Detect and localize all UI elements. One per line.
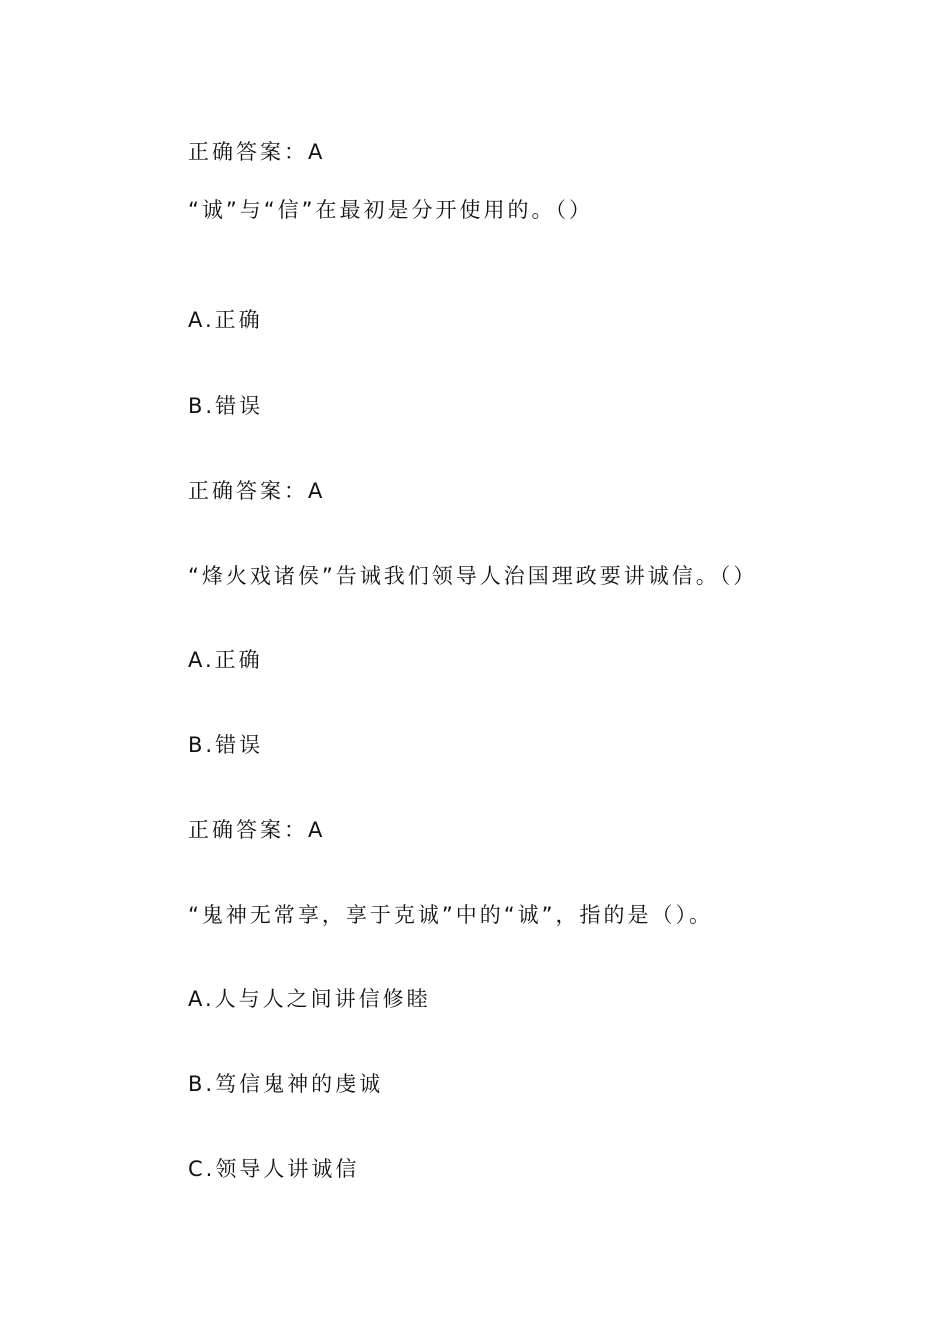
option-b: B.错误 — [188, 394, 264, 418]
option-b: B.错误 — [188, 733, 264, 757]
question-text: “诚”与“信”在最初是分开使用的。（） — [188, 198, 594, 222]
question-text: “鬼神无常享，享于克诚”中的“诚”，指的是（）。 — [188, 903, 714, 927]
answer-line: 正确答案：A — [188, 479, 326, 503]
option-c: C.领导人讲诚信 — [188, 1157, 360, 1181]
answer-line: 正确答案：A — [188, 140, 326, 164]
option-a: A.正确 — [188, 648, 263, 672]
option-a: A.正确 — [188, 308, 263, 332]
option-a: A.人与人之间讲信修睦 — [188, 987, 431, 1011]
answer-line: 正确答案：A — [188, 818, 326, 842]
question-text: “烽火戏诸侯”告诫我们领导人治国理政要讲诚信。（） — [188, 564, 758, 588]
option-b: B.笃信鬼神的虔诚 — [188, 1072, 384, 1096]
